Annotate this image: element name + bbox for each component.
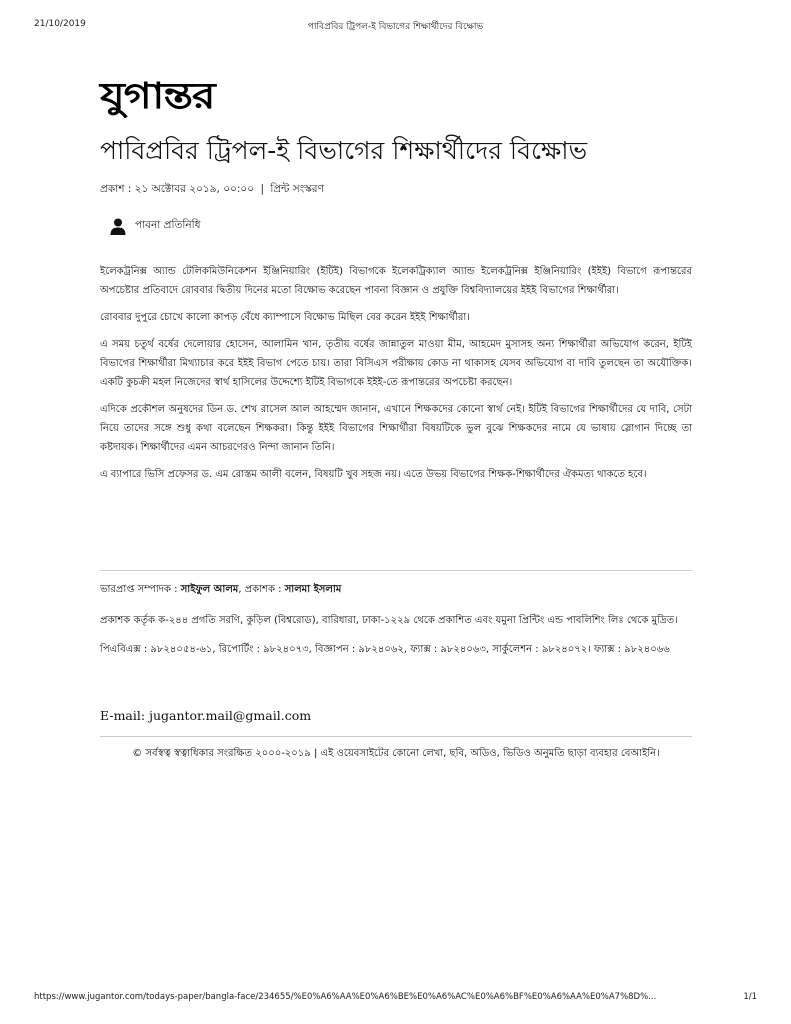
copyright-divider	[100, 736, 692, 737]
print-url: https://www.jugantor.com/todays-paper/bangla-face/234655/%E0%A6%AA%E0%A6%BE%E0%A6%AC%E0%A6%BF%E0%A6%AA%E0%A7%8D%...	[34, 992, 657, 1002]
article-paragraph: ইলেকট্রনিক্স অ্যান্ড টেলিকমিউনিকেশন ইঞ্জিনিয়ারিং (ইটিই) বিভাগকে ইলেকট্রিক্যাল অ্যান্ড ইলেকট্রনিক্স ইঞ্জিনিয়ারিং (ইইই) বিভাগে রূপান্তরের অপচেষ্টার প্রতিবাদে রোববার দ্বিতীয় দিনের মতো বিক্ষোভ করেছেন পাবনা বিজ্ঞান ও প্রযুক্তি বিশ্ববিদ্যালয়ের ইইই বিভাগের শিক্ষার্থীরা।	[100, 266, 692, 296]
article-paragraph: এদিকে প্রকৌশল অনুষদের ডিন ড. শেখ রাসেল আল আহম্মেদ জানান, এখানে শিক্ষকদের কোনো স্বার্থ নেই। ইটিই বিভাগের শিক্ষার্থীদের যে দাবি, সেটা নিয়ে তাদের সঙ্গে শুধু কথা বলেছেন শিক্ষকরা। কিন্তু ইইই বিভাগের শিক্ষার্থীরা বিষয়টিকে ভুল বুঝে শিক্ষকদের নামে যে ভাষায় স্লোগান দিচ্ছে তা কষ্টদায়ক। শিক্ষার্থীদের এমন আচরণেরও নিন্দা জানান তিনি।	[100, 404, 692, 453]
editor-publisher-line	[100, 580, 692, 599]
footer-divider	[100, 570, 692, 571]
logo-text: যুগান্তর	[100, 75, 215, 117]
article-paragraph: রোববার দুপুরে চোখে কালো কাপড় বেঁধে ক্যাম্পাসে বিক্ষোভ মিছিল বের করেন ইইই শিক্ষার্থীরা।	[100, 312, 470, 323]
publisher-address: প্রকাশক কর্তৃক ক-২৪৪ প্রগতি সরণি, কুড়িল (বিশ্বরোড), বারিধারা, ঢাকা-১২২৯ থেকে প্রকাশিত এবং যমুনা প্রিন্টিং এন্ড পাবলিশিং লিঃ থেকে মুদ্রিত।	[100, 615, 678, 626]
meta-separator: |	[260, 183, 264, 195]
article-meta	[100, 182, 324, 199]
contact-email[interactable]: E-mail: jugantor.mail@gmail.com	[100, 708, 312, 723]
print-page-title: পাবিপ্রবির ট্রিপল-ই বিভাগের শিক্ষার্থীদের বিক্ষোভ	[307, 22, 484, 32]
user-icon	[110, 218, 126, 235]
site-footer	[100, 580, 692, 669]
author-name: পাবনা প্রতিনিধি	[135, 219, 201, 231]
published-date: প্রকাশ : ২১ অক্টোবর ২০১৯, ০০:০০	[100, 183, 255, 195]
article-headline: পাবিপ্রবির ট্রিপল-ই বিভাগের শিক্ষার্থীদের বিক্ষোভ	[100, 136, 588, 165]
publisher-label: , প্রকাশক :	[238, 584, 282, 595]
print-page-number: 1/1	[743, 992, 757, 1002]
article-paragraph: এ সময় চতুর্থ বর্ষের দেলোয়ার হোসেন, আলামিন খান, তৃতীয় বর্ষের জান্নাতুল মাওয়া মীম, আহমেদ মুসাসহ অন্য শিক্ষার্থীরা অভিযোগ করেন, ইটিই বিভাগের শিক্ষার্থীরা মিথ্যাচার করে ইইই বিভাগ পেতে চায়। তারা বিসিএস পরীক্ষায় কোড না থাকাসহ যেসব অভিযোগ বা দাবি তুলছেন তা অযৌক্তিক। একটি কুচক্রী মহল নিজেদের স্বার্থ হাসিলের উদ্দেশ্যে ইটিই বিভাগকে ইইই-তে রূপান্তরের অপচেষ্টা করছেন।	[100, 339, 692, 388]
print-date: 21/10/2019	[34, 19, 86, 29]
copyright-notice: © সর্বস্বত্ব স্বত্বাধিকার সংরক্ষিত ২০০০-২০১৯ | এই ওয়েবসাইটের কোনো লেখা, ছবি, অডিও, ভিডিও অনুমতি ছাড়া ব্যবহার বেআইনি।	[132, 748, 660, 759]
jugantor-logo[interactable]	[100, 75, 215, 117]
article-paragraph: এ ব্যাপারে ভিসি প্রফেসর ড. এম রোস্তম আলী বলেন, বিষয়টি খুব সহজ নয়। এতে উভয় বিভাগের শিক্ষক-শিক্ষার্থীদের ঐকমত্য থাকতে হবে।	[100, 469, 647, 480]
print-footer	[34, 992, 757, 1006]
article-body	[100, 262, 692, 492]
editor-name: সাইফুল আলম	[180, 584, 239, 595]
editor-label: ভারপ্রাপ্ত সম্পাদক :	[100, 584, 178, 595]
article-author	[110, 218, 201, 235]
print-header	[34, 19, 757, 33]
contact-phones: পিএবিএক্স : ৯৮২৪০৫৪-৬১, রিপোর্টিং : ৯৮২৪০৭৩, বিজ্ঞাপন : ৯৮২৪০৬২, ফ্যাক্স : ৯৮২৪০৬৩, সার্কুলেশন : ৯৮২৪০৭২। ফ্যাক্স : ৯৮২৪০৬৬	[100, 644, 670, 655]
edition-link[interactable]: প্রিন্ট সংস্করণ	[270, 183, 324, 195]
publisher-name: সালমা ইসলাম	[284, 584, 342, 595]
